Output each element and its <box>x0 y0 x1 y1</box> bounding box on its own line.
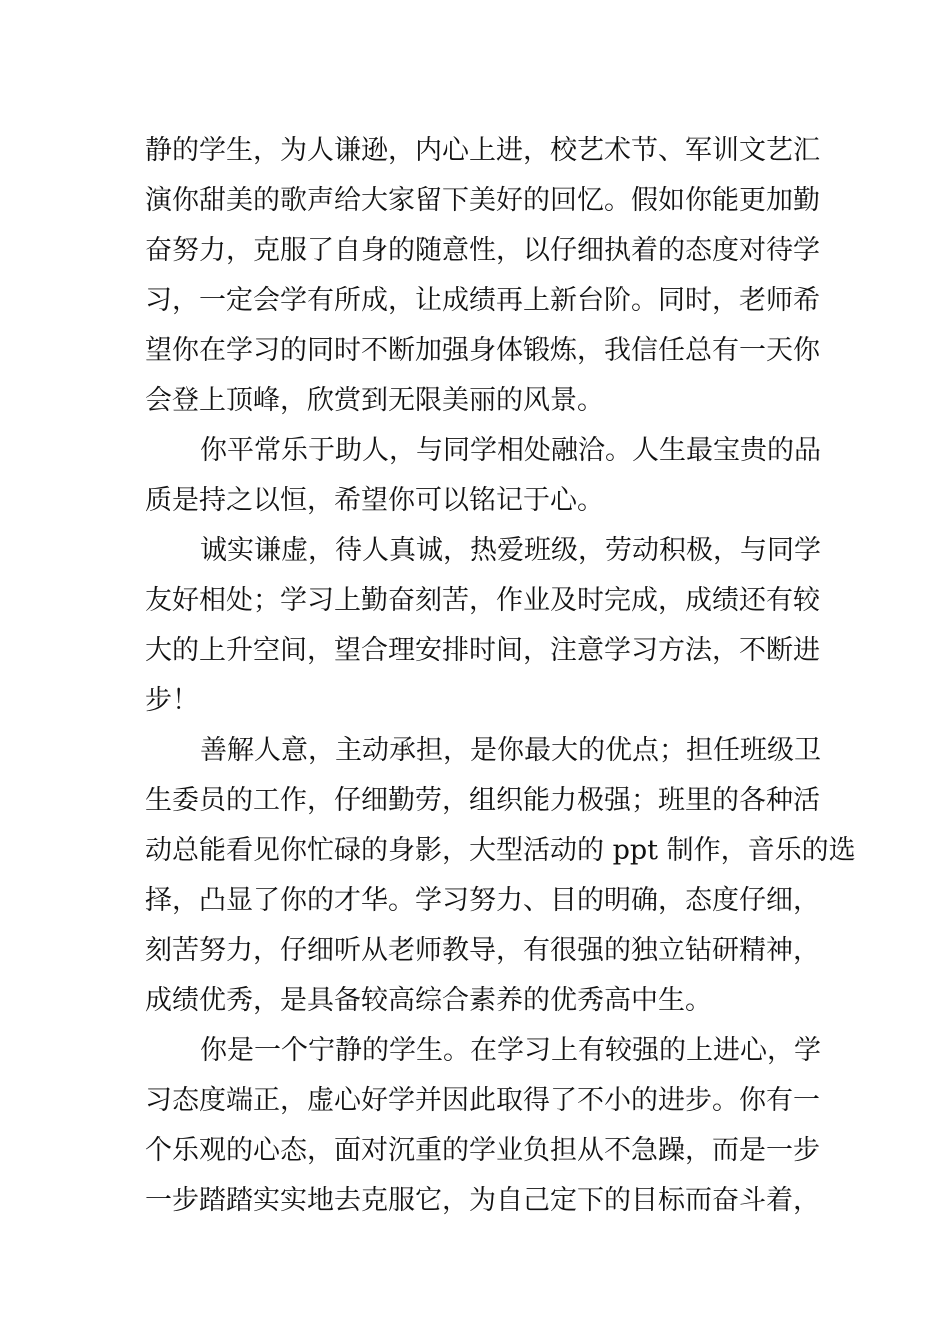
text-line: 步！ <box>145 685 199 716</box>
text-line: 习，一定会学有所成，让成绩再上新台阶。同时，老师希 <box>145 285 820 316</box>
text-line: 善解人意，主动承担，是你最大的优点；担任班级卫 <box>200 735 821 766</box>
paragraph-5 <box>145 1026 821 1226</box>
text-line: 质是持之以恒，希望你可以铭记于心。 <box>145 485 604 516</box>
text-line: 大的上升空间，望合理安排时间，注意学习方法，不断进 <box>145 635 820 666</box>
text-line: 会登上顶峰，欣赏到无限美丽的风景。 <box>145 385 604 416</box>
text-line: 你是一个宁静的学生。在学习上有较强的上进心，学 <box>200 1035 821 1066</box>
text-line: 演你甜美的歌声给大家留下美好的回忆。假如你能更加勤 <box>145 185 820 216</box>
document-body <box>145 126 856 1226</box>
text-line: 择，凸显了你的才华。学习努力、目的明确，态度仔细， <box>145 885 820 916</box>
text-line: 动总能看见你忙碌的身影，大型活动的 ppt 制作，音乐的选 <box>145 835 856 866</box>
text-line: 刻苦努力，仔细听从老师教导，有很强的独立钻研精神， <box>145 935 820 966</box>
text-line: 生委员的工作，仔细勤劳，组织能力极强；班里的各种活 <box>145 785 820 816</box>
text-line: 成绩优秀，是具备较高综合素养的优秀高中生。 <box>145 985 712 1016</box>
paragraph-3 <box>145 526 821 726</box>
text-line: 一步踏踏实实地去克服它，为自己定下的目标而奋斗着， <box>145 1185 820 1216</box>
paragraph-2 <box>145 426 821 526</box>
text-line: 静的学生，为人谦逊，内心上进，校艺术节、军训文艺汇 <box>145 135 820 166</box>
paragraph-4 <box>145 726 856 1026</box>
text-line: 友好相处；学习上勤奋刻苦，作业及时完成，成绩还有较 <box>145 585 820 616</box>
text-line: 你平常乐于助人，与同学相处融洽。人生最宝贵的品 <box>200 435 821 466</box>
text-line: 望你在学习的同时不断加强身体锻炼，我信任总有一天你 <box>145 335 820 366</box>
text-line: 诚实谦虚，待人真诚，热爱班级，劳动积极，与同学 <box>200 535 821 566</box>
text-line: 个乐观的心态，面对沉重的学业负担从不急躁，而是一步 <box>145 1135 820 1166</box>
paragraph-1 <box>145 126 820 426</box>
text-line: 习态度端正，虚心好学并因此取得了不小的进步。你有一 <box>145 1085 820 1116</box>
text-line: 奋努力，克服了自身的随意性，以仔细执着的态度对待学 <box>145 235 820 266</box>
